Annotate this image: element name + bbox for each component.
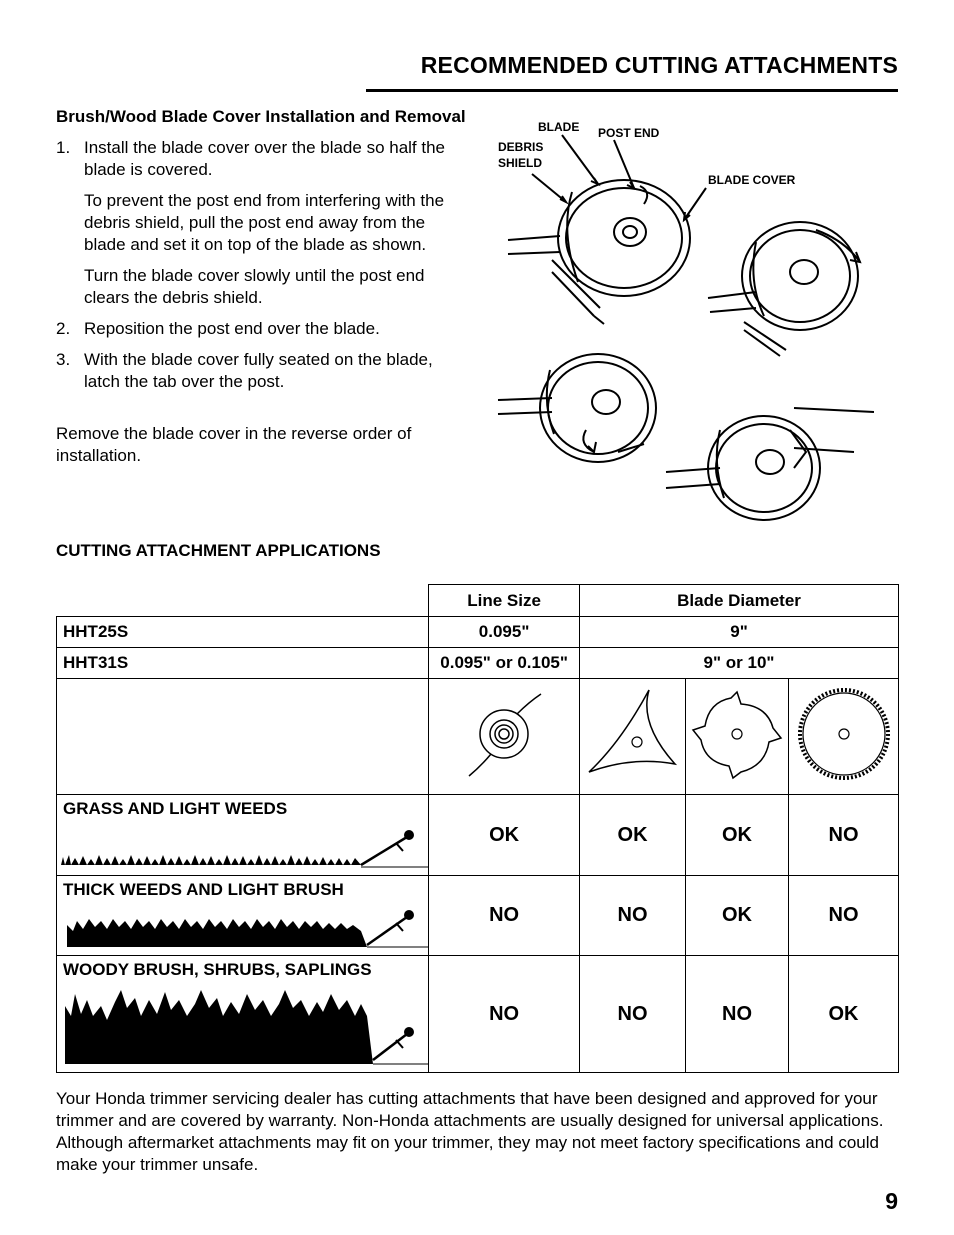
step-text: With the blade cover fully seated on the blade, latch the tab over the post. — [84, 350, 433, 391]
four-tooth-blade-cell — [686, 679, 789, 795]
trimmer-line-head-icon — [449, 684, 559, 784]
application-row — [57, 795, 899, 876]
page-number: 9 — [885, 1188, 898, 1214]
verdict-cell: NO — [429, 876, 580, 956]
verdict-cell: OK — [686, 795, 789, 876]
trimmer-line-head-cell — [429, 679, 580, 795]
column-header-blade-diameter: Blade Diameter — [580, 585, 899, 617]
step-note: To prevent the post end from interfering with the debris shield, pull the post end away from the blade and set it on top of the blade as shown. — [84, 191, 445, 254]
page-header-title: RECOMMENDED CUTTING ATTACHMENTS — [420, 52, 898, 78]
woody-brush-illustration — [61, 986, 431, 1066]
step-text: Install the blade cover over the blade so half the blade is covered. — [84, 138, 446, 179]
blade-cover-illustration — [494, 112, 874, 522]
three-tooth-blade-icon — [583, 684, 683, 784]
blade-diameter-value: 9" — [580, 617, 899, 648]
attachment-icons-row — [57, 679, 899, 795]
application-label-cell — [57, 795, 429, 876]
verdict-cell: OK — [686, 876, 789, 956]
grass-illustration — [61, 829, 431, 869]
verdict-cell: NO — [580, 956, 686, 1073]
applications-heading: CUTTING ATTACHMENT APPLICATIONS — [56, 541, 381, 560]
verdict-cell: OK — [429, 795, 580, 876]
step-number: 1. — [56, 138, 71, 157]
table-header-row — [57, 585, 899, 617]
step-number: 3. — [56, 350, 71, 369]
verdict-cell: NO — [686, 956, 789, 1073]
table-row — [57, 617, 899, 648]
verdict-cell: OK — [789, 956, 899, 1073]
empty-corner-cell — [57, 585, 429, 617]
application-row — [57, 876, 899, 956]
application-label-cell — [57, 876, 429, 956]
saw-blade-cell — [789, 679, 899, 795]
application-label-cell — [57, 956, 429, 1073]
instruction-step — [56, 349, 466, 393]
instruction-step — [56, 137, 466, 181]
label-debris-shield-line2: SHIELD — [498, 156, 543, 170]
column-header-line-size: Line Size — [429, 585, 580, 617]
header-rule — [366, 89, 898, 92]
verdict-cell: NO — [789, 876, 899, 956]
blade-diameter-value: 9" or 10" — [580, 648, 899, 679]
blade-cover-figure — [494, 112, 874, 522]
thick-weeds-illustration — [61, 909, 431, 949]
line-size-value: 0.095" — [429, 617, 580, 648]
empty-cell — [57, 679, 429, 795]
model-name: HHT31S — [57, 648, 429, 679]
warranty-note: Your Honda trimmer servicing dealer has cutting attachments that have been designed and approved for your trimmer and are covered by warranty. Non-Honda attachments are usually designed for universal applications. Although aftermarket attachments may fit on your trimmer, they may not meet factory specifications and could make your trimmer unsafe. — [56, 1089, 884, 1174]
label-post-end: POST END — [598, 126, 660, 140]
step-text: Reposition the post end over the blade. — [84, 319, 380, 338]
verdict-cell: NO — [789, 795, 899, 876]
label-blade: BLADE — [538, 120, 580, 134]
step-number: 2. — [56, 319, 71, 338]
label-debris-shield-line1: DEBRIS — [498, 140, 544, 154]
removal-note: Remove the blade cover in the reverse order of installation. — [56, 424, 412, 465]
section-heading: Brush/Wood Blade Cover Installation and Removal — [56, 107, 466, 126]
three-tooth-blade-cell — [580, 679, 686, 795]
application-label: WOODY BRUSH, SHRUBS, SAPLINGS — [63, 960, 372, 979]
blade-cover-instructions — [56, 106, 466, 467]
instruction-step — [56, 318, 466, 340]
step-note: Turn the blade cover slowly until the post end clears the debris shield. — [84, 266, 425, 307]
line-size-value: 0.095" or 0.105" — [429, 648, 580, 679]
verdict-cell: NO — [580, 876, 686, 956]
application-label: GRASS AND LIGHT WEEDS — [63, 799, 288, 818]
application-row — [57, 956, 899, 1073]
verdict-cell: NO — [429, 956, 580, 1073]
cutting-attachments-table — [56, 584, 899, 1073]
four-tooth-blade-icon — [687, 684, 787, 784]
table-row — [57, 648, 899, 679]
saw-blade-icon — [794, 684, 894, 784]
verdict-cell: OK — [580, 795, 686, 876]
model-name: HHT25S — [57, 617, 429, 648]
application-label: THICK WEEDS AND LIGHT BRUSH — [63, 880, 344, 899]
label-blade-cover: BLADE COVER — [708, 173, 796, 187]
